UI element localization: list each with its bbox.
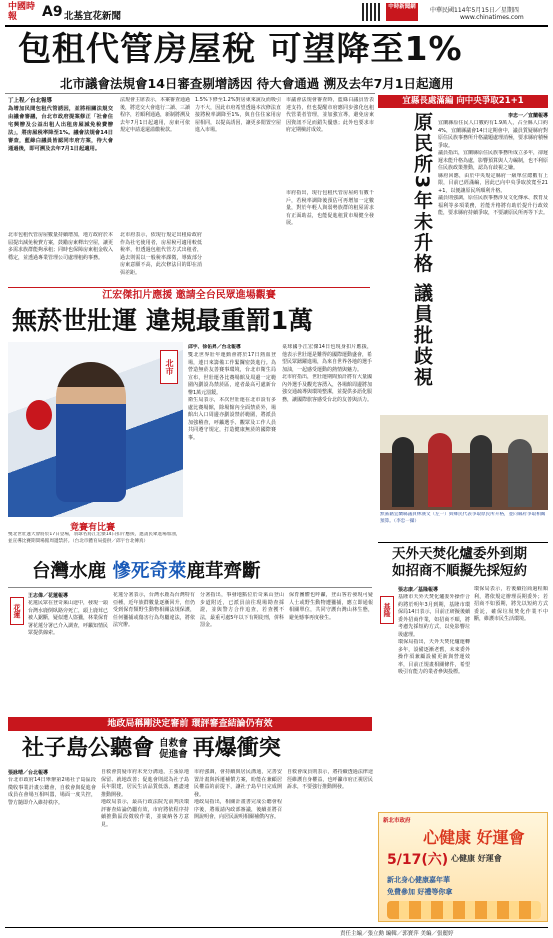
story4-tag [10,597,24,625]
photo-person-2 [428,433,452,507]
story1-byline: 丁上程／台北報導 [8,98,53,104]
ad-subtitle: 心健康 好運會 [451,854,502,863]
story5-body-1: 自救會質疑市府未充分溝通，主張原地保留、就地改善；促進會則認為社子島長年限建，居民生活品質低落，應盡速推動開發。 [101,769,189,798]
story5-byline: 張詠晴／台北報導 [8,770,49,776]
story5-headline-b [159,738,188,760]
story3-body-2: 環保局表示，若後續招商過程順利，將依規定辦理長期委外；若招商不如預期，將先以短約方式委託，確保垃圾焚化作業不中斷，維護市民生活環境。 [474,586,548,622]
story2-photo [8,342,183,517]
site-url: www.chinatimes.com [460,14,524,21]
story4-headline-post: 鹿茸齊斷 [186,561,261,582]
sidebar-body-0: 宜蘭縣原住民人口數約有1.9萬人，占全縣人口約4%，宜蘭縣議會14日定期會中，議員質疑縣府對原住民族事務所升格議題處理消極，要求縣府積極爭取。 [438,120,548,149]
masthead-rule [5,25,548,27]
sidebar-kicker: 宜縣長處滿編 向中央爭取21+1 [378,95,548,108]
story4-byline: 王志偉／花蓮報導 [28,593,69,599]
photo-person-4 [508,439,532,507]
story2-body-0: 雙北世界壯年運動會將於17日熱血登場，連日來籌備工作緊鑼密鼓進行。為營造無菸友善賽事環境，台北市衛生局宣布，世壯運各比賽場館及周邊一定範圍內劃設為禁菸區，違者最高可處新台幣1萬元罰鍰。 [188,352,276,396]
story1-col-5: 市府指出，現行包租代管房屋約有數千戶，若稅率調降後預估可再增加一定數量，對於年輕人與弱勢族群的租屋需求有正面助益，也能促進租賃市場健全發展。 [286,190,374,226]
sidebar-body-3: 議員則強調，原住民族事務涉及文化傳承、教育及福利等多項業務，若能升格將有助於提升行政效能，要求縣府持續爭取，不要讓原民所再等下去。 [438,195,548,216]
story3-body-1: 環保局指出，天外天焚化爐運轉多年，設備逐漸老舊，未來委外操作須兼顧設備更新與營運效率，目前正規畫相關條件，希望吸引有能力的業者參與投標。 [398,639,470,675]
footer-rule [5,927,548,928]
story5-col-2 [101,769,189,927]
brand-logo [386,3,418,21]
story5-col-3 [194,769,282,927]
story5-body-4: 地政局指出，相關計畫書完成公聽會程序後，將報請內政部審議，後續並將召開說明會，向居民說明相關補償內容。 [194,799,282,820]
story1-col-4: 市議會法規會審查時，藍綠白議員皆表達支持，但也提醒市府應同步強化包租代管業者管理，並加強宣導，避免房東因資訊不足而錯失優惠；此外也要求市府定期檢討成效。 [286,97,374,133]
story2-side-tag [160,350,178,384]
masthead [0,0,553,25]
story5-col-4 [287,769,373,927]
story2-col-2 [282,344,372,566]
sidebar-vertical-headline: 原民所3年未升格 議員批歧視 [411,112,433,388]
story4-headline-highlight: 慘死奇萊 [112,561,187,582]
story4-col-1 [28,592,108,714]
story3-col-2 [474,586,548,782]
story1-rule [5,93,375,94]
ad-line-2: 免費參加 好禮等你拿 [387,888,453,896]
story2-col-1 [188,344,276,566]
story1-headline: 包租代管房屋稅 可望降至1% [18,29,463,68]
story1-col-3: 1.5%下修至1.2%對房東來說反而吸引力不大，因此市府希望透過本次修法直接將稅率調降至1%，與自住住家用房屋相同，以提高誘因，讓更多閒置空屋進入市場。 [195,97,281,133]
section-title: 北基宜花新聞 [64,11,122,22]
story3-tag [380,596,394,624]
story2-caption: 雙北世壯運大會將於17日登場，羽球名將江宏傑14日扣片應援，邀請民眾進場加油，並宣導比賽期間場館周邊禁菸。（台北市體育局提供／邱宇台北傳真） [8,532,181,544]
sidebar-body-1: 議員指出，宜蘭縣原住民族事務所成立多年，卻遲遲未能升格為處，影響預算與人力編制，也不利原住民族政策推動，認為有歧視之嫌。 [438,150,548,171]
story3-headline-2: 如招商不順擬先採短約 [392,563,527,579]
ad-line-1: 新北身心健康嘉年華 [387,876,450,884]
photo-person-1 [392,437,414,507]
story1-lead: 為增加民間包租代管誘因，並將相關法規交由議會審議，台北市政府提案修正「社會住宅興辦及公益出租人出租房屋減免稅費辦法」，將房屋稅率降至1%。議會法規會14日審查，藍綠白議員皆認同市府方案，待大會通過後，即可溯及去年7月1日起適用。 [8,106,113,152]
sidebar-body [438,112,548,412]
story3-col-1 [398,586,470,782]
sidebar-photo-caption: 無黨籍宜蘭縣議員林漢文（左一）與鄉民代表爭取原民所升格，並向縣府爭取相關預算。（李忠一攝） [380,512,546,524]
sidebar-photo [380,415,548,510]
sidebar-byline: 李忠一／宜蘭報導 [507,113,548,119]
qr-code-icon [362,3,380,21]
story4-tag-text: 花蓮 [13,604,21,618]
story5-col-1 [8,769,96,927]
side-tag-text: 北市 [165,359,174,375]
footer-credits: 責任主編／張立勳 編輯／郭寶萍 美編／張麗婷 [340,931,454,937]
story1-col-6: 法規會主席表示，本案審查通過後，將送交大會進行二讀、三讀程序，若順利通過，新制將溯及去年7月1日起適用，房東可依規定申請退還溢繳稅款。 [120,97,190,133]
story4-headline [32,560,372,584]
story5-headline-b2: 促進會 [159,749,188,760]
date-line: 中華民國114年5月15日／星期四 [430,7,519,14]
photo-paddle [26,400,52,430]
newspaper-logo [8,2,36,22]
story3-tag-text: 基隆 [383,603,391,617]
story5-headline-a: 社子島公聽會 [22,736,155,761]
story5-headline [22,734,372,764]
story2-headline: 無菸世壯運 違規最重罰1萬 [12,306,314,335]
story2-kicker: 江宏傑扣片應援 邀請全台民眾進場觀賽 [8,287,370,302]
story5-headline-c: 再爆衝突 [192,736,281,761]
photo-person-3 [470,435,492,507]
story4-rule [8,587,372,588]
story2-body-3: 北市府指出，世壯運期間預計將有大量國內外選手及觀光客湧入，各場館周邊將加強交通疏導與環境整潔，並提供多語化服務，讓國際旅客感受台北的友善與活力。 [282,374,372,403]
story5-headline-b1: 自救會 [159,738,188,749]
story5-body-0: 台北市政府14日舉辦第2場社子島區段徵收事業計畫公聽會，自救會與促進會成員在會場互相叫囂，場面一度失控，警方隨即介入維持秩序。 [8,777,96,806]
story3-headline-1: 天外天焚化爐委外到期 [392,546,527,562]
story1-col-2: 北市府表示，依現行規定出租給政府作為社宅使用者，房屋稅可適用較低稅率，但透過包租代管方式出租者，過去則需以一般稅率課徵，導致部分房東意願不高，此次修法目的即在消弭差距。 [120,232,202,276]
photo-figure [56,362,126,502]
story5-body-3: 市府強調，會持續與居民溝通，完善安置計畫與拆遷補償方案，盼能在兼顧居民權益的前提下，讓社子島早日完成開發。 [194,769,282,798]
story2-byline: 邱宇、徐佑昇／台北報導 [188,345,241,350]
story3-rule [378,542,548,543]
logo-text: 中國時報 [8,2,36,22]
story3-byline: 張志康／基隆報導 [398,587,439,593]
story5-body-2: 地政局表示，最高行政法院先前判決環評審查結論仍屬有效，市府將依程序持續推動區段徵收作業，並廣納各方意見。 [101,799,189,828]
story1-col-1: 北市包租代管房屋數量持續增加，地方政府於本屆提出減免稅費方案，鼓勵房東釋出空屋，讓更多需求族群能夠承租；同時也保障房東租金收入穩定，並透過專業管理公司處理租約事務。 [8,232,113,261]
story4-col-2: 花蓮分署表示，台灣水鹿為台灣特有亞種，近年族群數量逐漸回升，但仍受到保育類野生動物相關法規保護，任何獵捕或傷害行為均屬違法，將依法究辦。 [113,592,195,628]
brand-text: 中時新聞網 [388,4,416,10]
story2-body-1: 衛生局表示，本次世壯運在北市設有多處比賽場館，除場館內全面禁菸外，場館出入口周邊亦劃設禁菸範圍，將派員加強稽查，呼籲選手、觀眾及工作人員共同遵守規定，打造健康無菸的國際賽事。 [188,397,276,441]
sidebar-body-2: 縣府回應，由於中央規定縣府一級單位總數有上限，目前已經滿編，因此已向中央爭取放寬至21+1，以便讓原民所順利升格。 [438,172,548,194]
ad-figures [387,901,541,919]
story2-body-2: 桌球國手江宏傑14日也現身扣片應援，他表示世壯運是難得的國際運動盛會，希望民眾踴躍進場，為來自世界各地的選手加油，一起感受運動的熱情與魅力。 [282,344,372,373]
story5-body-5: 自救會成員則表示，將持續透過法律途徑維護自身權益，也呼籲市府正視居民訴求，不要強行推動開發。 [287,769,373,790]
story3-body-0: 基隆市天外天焚化爐委外操作合約將於明年3月到期，基隆市環保局14日表示，目前正研擬後續委外招商作業，如招商不順，將考慮先採短約方式，以免影響垃圾處理。 [398,594,470,638]
ad-date: 5/17(六) [387,852,449,868]
ad-brand: 新北市政府 [383,818,411,824]
story1-lead-box [8,97,113,232]
story4-col-3: 分署指出，事發地點位於奇萊山登山步道附近，已派員前往現場勘查採證，並與警方合作追查，若查獲不法，最重可處5年以下有期徒刑，併科罰金。 [200,592,284,628]
page-number: A9 [42,4,63,20]
story2-caption-badge: 竟賽有比賽 [70,523,116,533]
advertisement[interactable] [378,812,548,922]
story4-headline-pre: 台灣水鹿 [32,561,113,582]
story4-body-0: 花蓮民眾在登奇萊山途中，發現一頭台灣水鹿倒臥路旁死亡，頭上鹿茸已被人鋸斷，疑似遭人盜獵，林業保育署花蓮分署已介入調查，呼籲知情民眾提供線索。 [28,600,108,636]
story5-kicker: 地政局稱剛決定審前 環評審查結論仍有效 [8,717,372,731]
story1-subhead: 北市議會法規會14日審查剔增誘因 待大會通過 溯及去年7月1日起適用 [60,76,454,91]
story4-col-4: 保育團體也呼籲，登山客若發現可疑人士或野生動物遭獵捕，應立即通報相關單位，共同守護台灣山林生態，避免憾事再度發生。 [289,592,373,621]
ad-title: 心健康 好運會 [423,828,525,847]
